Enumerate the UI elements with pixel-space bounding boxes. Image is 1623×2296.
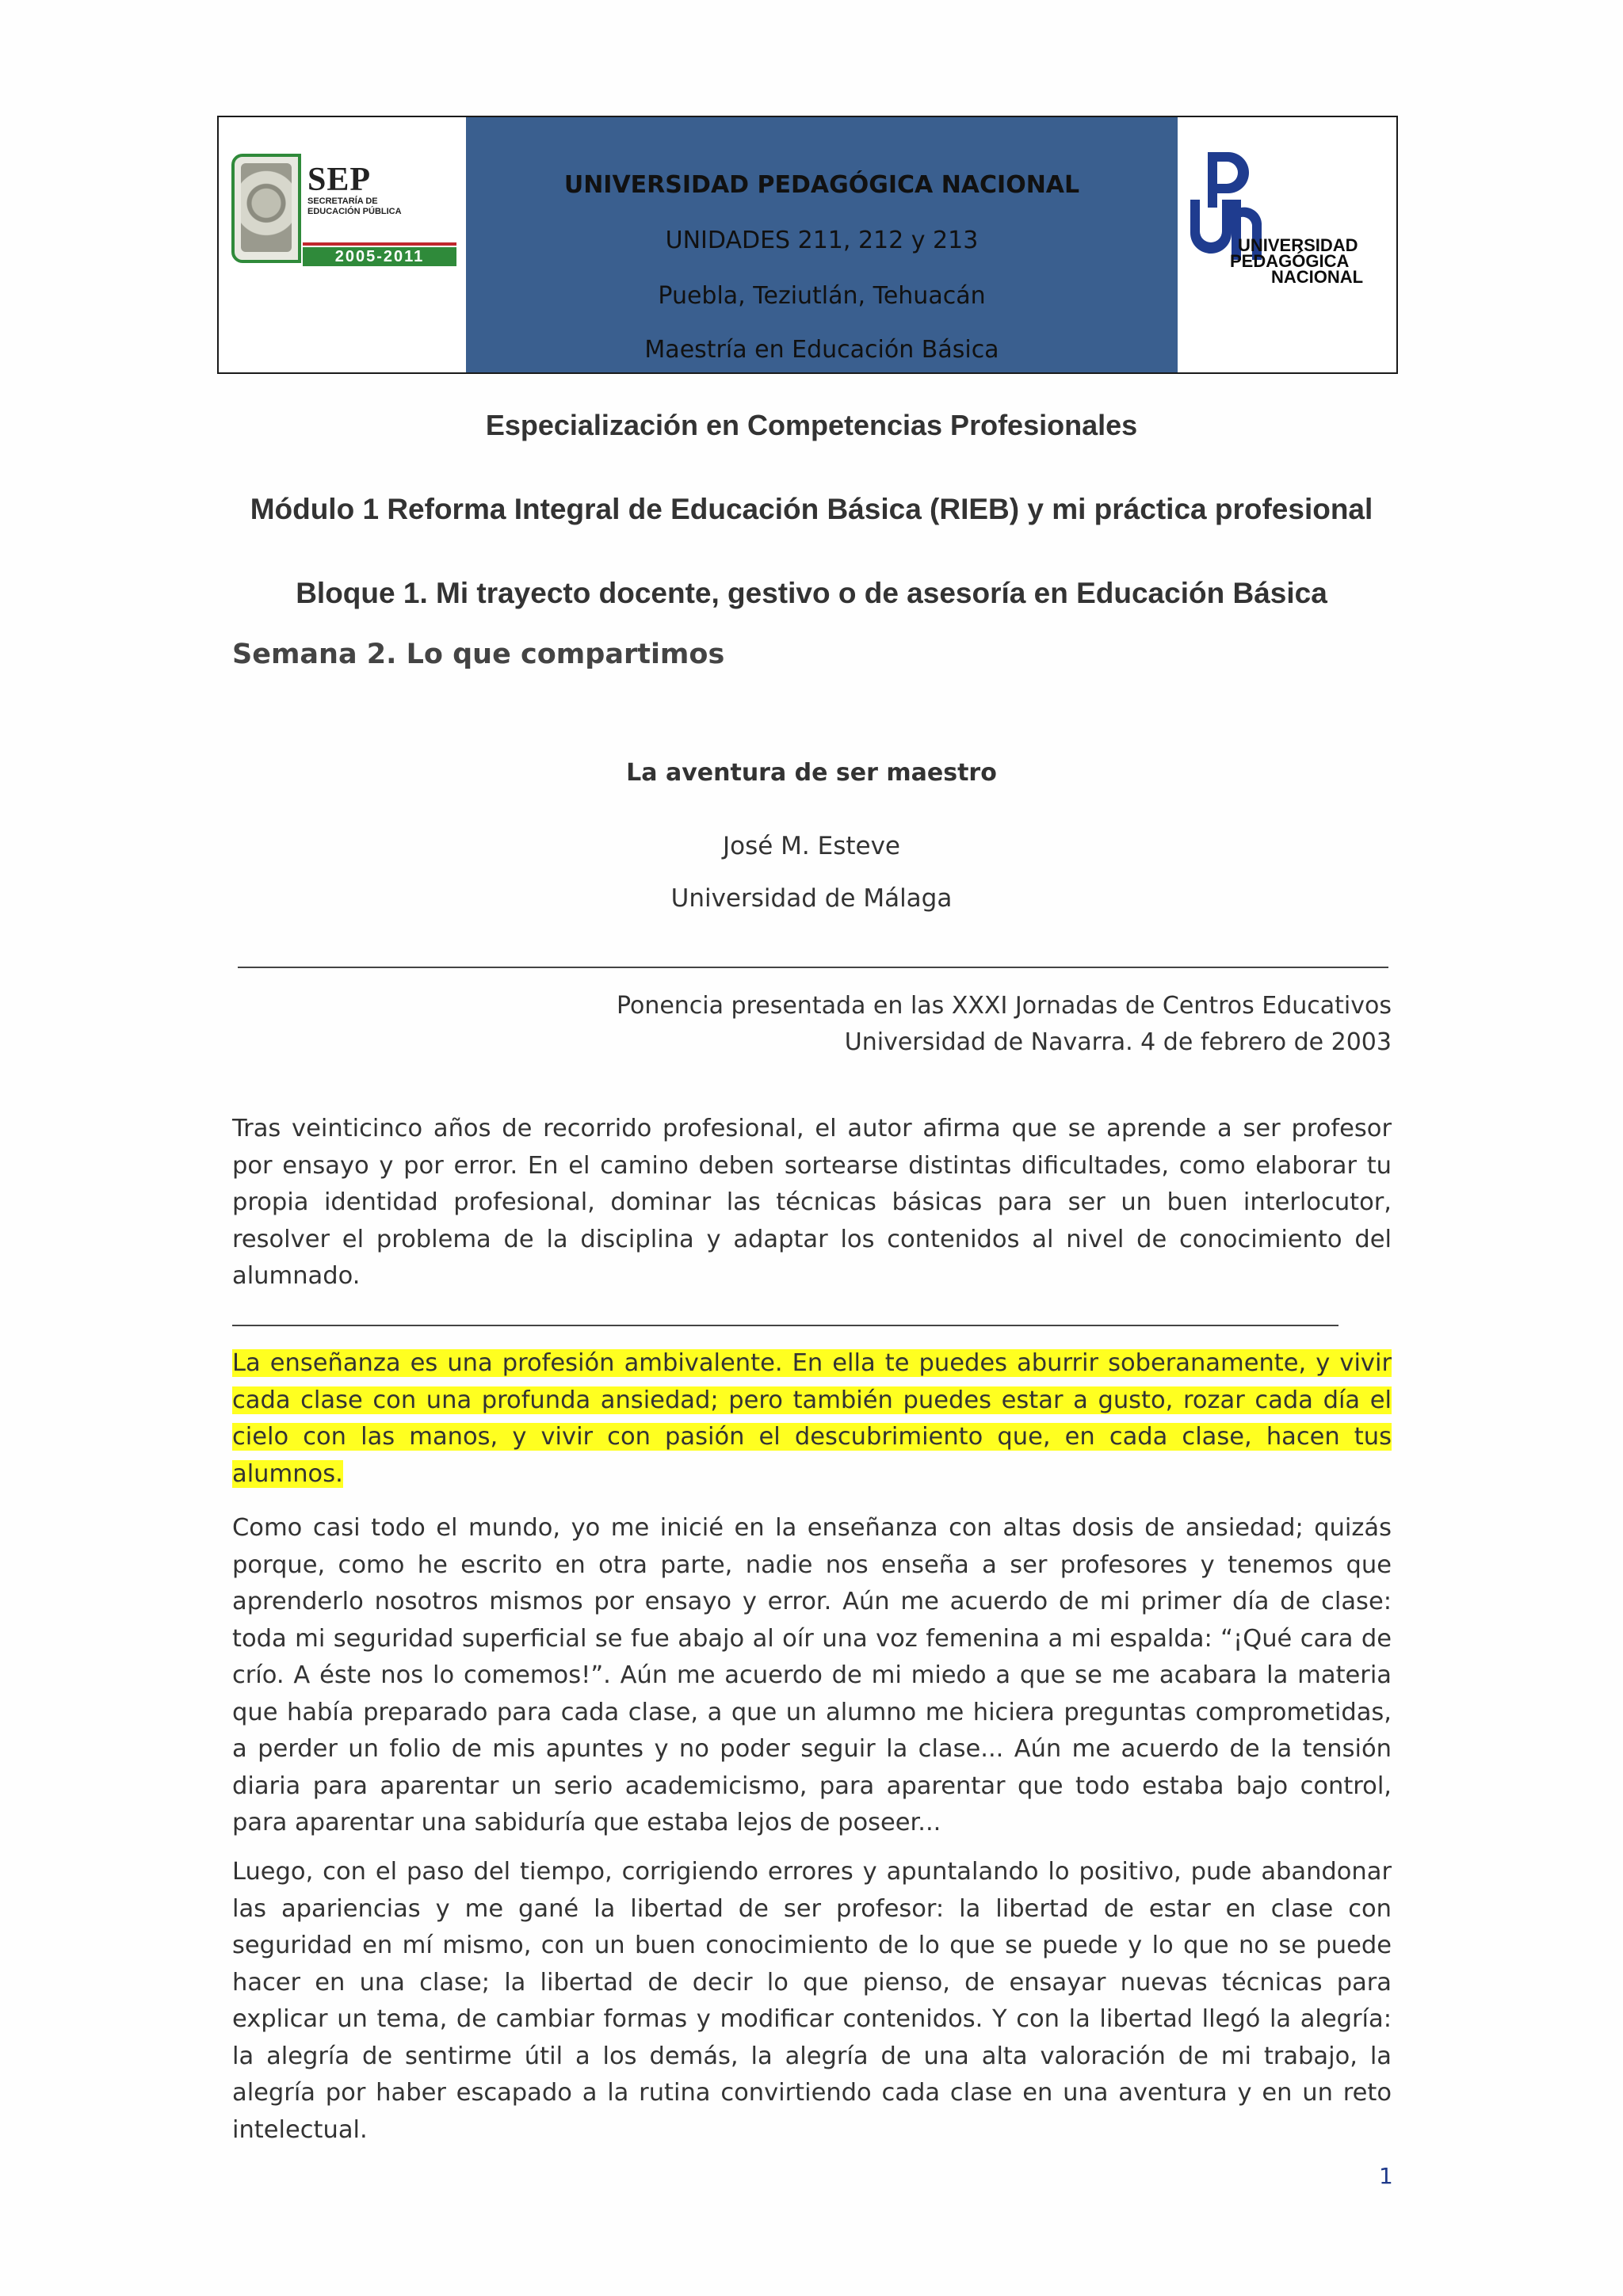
- specialization-heading: Especialización en Competencias Profesionales: [485, 409, 1138, 441]
- highlighted-paragraph: [232, 1345, 1392, 1493]
- university-name: UNIVERSIDAD PEDAGÓGICA NACIONAL: [563, 171, 1080, 199]
- sep-logo-line2: EDUCACIÓN PÚBLICA: [307, 207, 402, 216]
- program-line: Maestría en Educación Básica: [644, 336, 999, 364]
- page-number: 1: [1379, 2163, 1393, 2189]
- upn-logo-line3: NACIONAL: [1271, 267, 1364, 287]
- article-title: La aventura de ser maestro: [626, 759, 997, 787]
- sep-red-stripe: [303, 242, 456, 246]
- cities-line: Puebla, Teziutlán, Tehuacán: [658, 282, 986, 310]
- sep-logo-years: 2005-2011: [303, 247, 456, 266]
- reference-line-1: Ponencia presentada en las XXXI Jornadas de Centros Educativos: [616, 992, 1392, 1020]
- sep-seal-icon: [231, 154, 301, 263]
- divider-top: [238, 967, 1388, 968]
- upn-logo-line1: UNIVERSIDAD: [1238, 235, 1358, 255]
- upn-logo-cell: [1178, 117, 1396, 372]
- block-heading: Bloque 1. Mi trayecto docente, gestivo o de asesoría en Educación Básica: [296, 577, 1327, 609]
- upn-logo: [1190, 152, 1388, 295]
- sep-logo-cell: [219, 117, 466, 372]
- article-affiliation: Universidad de Málaga: [670, 884, 953, 913]
- abstract-paragraph: Tras veinticinco años de recorrido profesional, el autor afirma que se aprende a ser profesor por ensayo y por error. En el camino deben sortearse distintas dificultades, como elaborar tu propia identidad profesional, dominar las técnicas básicas para ser un buen interlocutor, resolver el problema de la disciplina y adaptar los contenidos al nivel de conocimiento del alumnado.: [232, 1115, 1392, 1290]
- week-heading: Semana 2. Lo que compartimos: [232, 639, 725, 670]
- body-paragraph-2: Como casi todo el mundo, yo me inicié en la enseñanza con altas dosis de ansiedad; quizás porque, como he escrito en otra parte, nadie nos enseña a ser profesores y tenemos que aprenderlo nosotros mismos por ensayo y error. Aún me acuerdo de mi primer día de clase: toda mi seguridad superficial se fue abajo al oír una voz femenina a mi espalda: “¡Qué cara de crío. A éste nos lo comemos!”. Aún me acuerdo de mi miedo a que se me acabara la materia que había preparado para cada clase, a que un alumno me hiciera preguntas comprometidas, a perder un folio de mis apuntes y no poder seguir la clase... Aún me acuerdo de la tensión diaria para aparentar un serio academicismo, para aparentar que todo estaba bajo control, para aparentar una sabiduría que estaba lejos de poseer...: [232, 1514, 1392, 1836]
- upn-logo-text: [1230, 235, 1364, 287]
- institution-header: [217, 116, 1398, 374]
- article-author: José M. Esteve: [722, 832, 901, 860]
- highlighted-text: La enseñanza es una profesión ambivalente. En ella te puedes aburrir soberanamente, y vivir cada clase con una profunda ansiedad; pero también puedes estar a gusto, rozar cada día el cielo con las manos, y vivir con pasión el descubrimiento que, en cada clase, hacen tus alumnos.: [232, 1349, 1392, 1488]
- header-title-band: [466, 117, 1178, 372]
- sep-logo-line1: SECRETARÍA DE: [307, 196, 378, 206]
- module-heading: Módulo 1 Reforma Integral de Educación Básica (RIEB) y mi práctica profesional: [250, 493, 1373, 525]
- reference-line-2: Universidad de Navarra. 4 de febrero de 2003: [844, 1028, 1392, 1056]
- body-paragraph-3: Luego, con el paso del tiempo, corrigiendo errores y apuntalando lo positivo, pude abandonar las apariencias y me gané la libertad de ser profesor: la libertad de estar en clase con seguridad en mí mismo, con un buen conocimiento de lo que se puede y lo que no se puede hacer en una clase; la libertad de decir lo que pienso, de ensayar nuevas técnicas para explicar un tema, de cambiar formas y modificar contenidos. Y con la libertad llegó la alegría: la alegría de sentirme útil a los demás, la alegría de una alta valoración de mi trabajo, la alegría por haber escapado a la rutina convirtiendo cada clase en una aventura y en un reto intelectual.: [232, 1858, 1392, 2144]
- units-line: UNIDADES 211, 212 y 213: [665, 227, 979, 254]
- sep-logo: [231, 154, 456, 265]
- upn-logo-line2: PEDAGÓGICA: [1230, 251, 1350, 271]
- sep-logo-title: SEP: [307, 162, 372, 198]
- divider-abstract: [232, 1325, 1338, 1326]
